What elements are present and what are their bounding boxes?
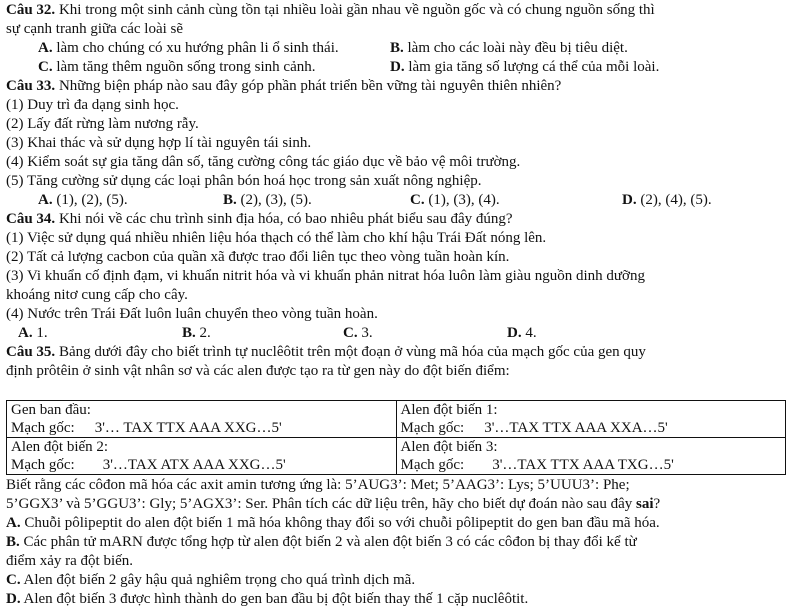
q34-number: Câu 34. <box>6 211 56 227</box>
q33-option-a[interactable]: A. (1), (2), (5). <box>38 192 128 208</box>
q35-codon-info-line1: Biết rằng các côđon mã hóa các axit amin tương ứng là: 5’AUG3’: Met; 5’AAG3’: Lys; 5’UUU3’: Phe; <box>6 477 630 493</box>
q35-stem-line1: Câu 35. Bảng dưới đây cho biết trình tự nuclêôtit trên một đoạn ở vùng mã hóa của mạch gốc của gen quy <box>6 344 646 360</box>
q35-stem-line2: định prôtêin ở sinh vật nhân sơ và các alen được tạo ra từ gen này do đột biến điểm: <box>6 363 510 379</box>
cell-title: Alen đột biến 3: <box>400 439 498 455</box>
cell-mutant-3 <box>396 438 786 475</box>
q32-stem-line1: Câu 32. Khi trong một sinh cảnh cùng tồn tại nhiều loài gần nhau về nguồn gốc và có chung nguồn sống thì <box>6 2 655 18</box>
q35-option-c[interactable]: C. Alen đột biến 2 gây hậu quả nghiêm trọng cho quá trình dịch mã. <box>6 572 416 588</box>
cell-title: Alen đột biến 1: <box>400 402 498 418</box>
q35-codon-info-line2: 5’GGX3’ và 5’GGU3’: Gly; 5’AGX3’: Ser. Phân tích các dữ liệu trên, hãy cho biết dự đoán nào sau đây sai? <box>6 496 661 512</box>
q35-option-b[interactable]: B. Các phân tử mARN được tổng hợp từ alen đột biến 2 và alen đột biến 3 có các côđon bị thay đổi kể từ <box>6 534 637 550</box>
q34-option-a[interactable]: A. 1. <box>18 325 48 341</box>
q34-item-4: (4) Nước trên Trái Đất luôn luân chuyển theo vòng tuần hoàn. <box>6 306 378 322</box>
cell-mutant-1 <box>396 401 786 438</box>
q33-option-b[interactable]: B. (2), (3), (5). <box>223 192 312 208</box>
q33-item-2: (2) Lấy đất rừng làm nương rẫy. <box>6 116 199 132</box>
cell-title: Gen ban đầu: <box>11 402 91 418</box>
q33-option-d[interactable]: D. (2), (4), (5). <box>622 192 712 208</box>
cell-label: Mạch gốc: <box>11 420 75 436</box>
cell-label: Mạch gốc: <box>400 457 465 473</box>
q33-option-c[interactable]: C. (1), (3), (4). <box>410 192 500 208</box>
cell-mutant-2 <box>7 438 397 475</box>
q32-option-d[interactable]: D. làm gia tăng số lượng cá thể của mỗi loài. <box>390 59 660 75</box>
q35-option-a[interactable]: A. Chuỗi pôlipeptit do alen đột biến 1 mã hóa không thay đổi so với chuỗi pôlipeptit do gen ban đầu mã hóa. <box>6 515 660 531</box>
q33-number: Câu 33. <box>6 78 56 94</box>
q34-stem: Câu 34. Khi nói về các chu trình sinh địa hóa, có bao nhiêu phát biểu sau đây đúng? <box>6 211 513 227</box>
q35-number: Câu 35. <box>6 344 56 360</box>
q32-number: Câu 32. <box>6 2 56 18</box>
cell-sequence: 3'…TAX TTX AAA TXG…5' <box>492 457 674 473</box>
cell-title: Alen đột biến 2: <box>11 439 109 455</box>
cell-sequence: 3'…TAX TTX AAA XXA…5' <box>484 420 668 436</box>
q34-item-3-cont: khoáng nitơ cung cấp cho cây. <box>6 287 188 303</box>
q34-item-3: (3) Vi khuẩn cố định đạm, vi khuẩn nitrit hóa và vi khuẩn phản nitrat hóa luôn làm giàu nguồn dinh dưỡng <box>6 268 645 284</box>
cell-sequence: 3'… TAX TTX AAA XXG…5' <box>94 420 282 436</box>
q35-option-d[interactable]: D. Alen đột biến 3 được hình thành do gen ban đầu bị đột biến thay thế 1 cặp nuclêôtit. <box>6 591 529 607</box>
q34-option-d[interactable]: D. 4. <box>507 325 537 341</box>
q34-item-2: (2) Tất cả lượng cacbon của quần xã được trao đổi liên tục theo vòng tuần hoàn kín. <box>6 249 510 265</box>
q34-option-c[interactable]: C. 3. <box>343 325 373 341</box>
q33-item-1: (1) Duy trì đa dạng sinh học. <box>6 97 179 113</box>
q33-item-5: (5) Tăng cường sử dụng các loại phân bón hoá học trong sản xuất nông nghiệp. <box>6 173 482 189</box>
q32-option-c[interactable]: C. làm tăng thêm nguồn sống trong sinh cảnh. <box>38 59 316 75</box>
cell-original-gene <box>7 401 397 438</box>
q32-option-a[interactable]: A. làm cho chúng có xu hướng phân li ổ sinh thái. <box>38 40 339 56</box>
cell-sequence: 3'…TAX ATX AAA XXG…5' <box>102 457 286 473</box>
q32-stem-line2: sự cạnh tranh giữa các loài sẽ <box>6 21 184 37</box>
q35-option-b-cont: điểm xảy ra đột biến. <box>6 553 134 569</box>
q34-option-b[interactable]: B. 2. <box>182 325 211 341</box>
q33-item-3: (3) Khai thác và sử dụng hợp lí tài nguyên tái sinh. <box>6 135 312 151</box>
q33-stem: Câu 33. Những biện pháp nào sau đây góp phần phát triển bền vững tài nguyên thiên nhiên? <box>6 78 562 94</box>
q33-item-4: (4) Kiểm soát sự gia tăng dân số, tăng cường công tác giáo dục về bảo vệ môi trường. <box>6 154 521 170</box>
sequence-table <box>6 400 786 475</box>
cell-label: Mạch gốc: <box>400 420 465 436</box>
q34-item-1: (1) Việc sử dụng quá nhiều nhiên liệu hóa thạch có thể làm cho khí hậu Trái Đất nóng lên. <box>6 230 547 246</box>
cell-label: Mạch gốc: <box>11 457 75 473</box>
q32-option-b[interactable]: B. làm cho các loài này đều bị tiêu diệt. <box>390 40 628 56</box>
